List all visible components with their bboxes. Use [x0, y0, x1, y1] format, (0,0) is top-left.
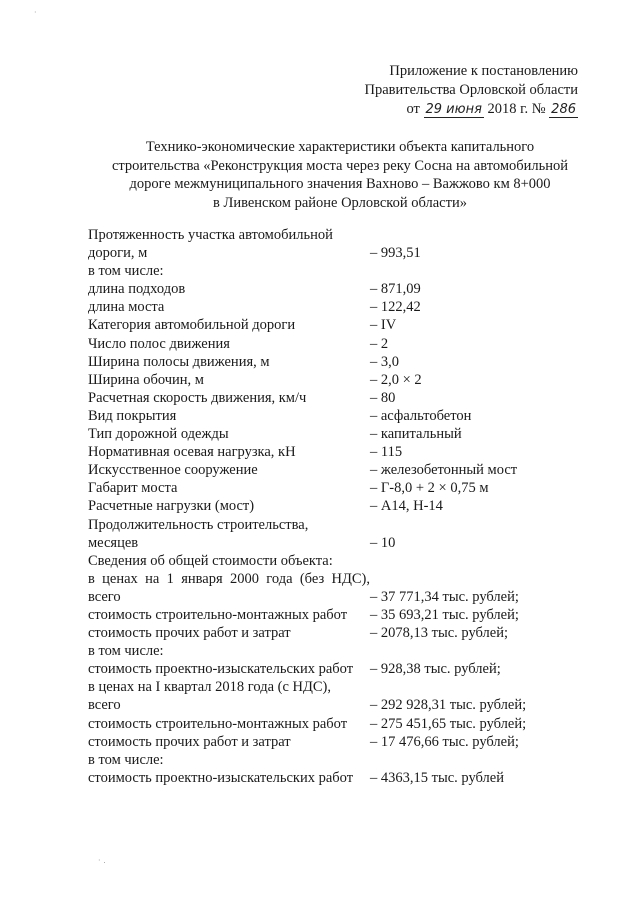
- characteristic-row: [88, 371, 568, 389]
- characteristic-label: месяцев: [88, 534, 139, 551]
- characteristic-label: стоимость строительно-монтажных работ: [88, 606, 348, 623]
- characteristic-label: стоимость проектно-изыскательских работ: [88, 661, 354, 678]
- characteristic-label: Искусственное сооружение: [88, 462, 258, 479]
- characteristic-row: [88, 407, 568, 425]
- characteristic-row: [88, 516, 568, 534]
- characteristic-value: – 2,0 × 2: [370, 371, 422, 388]
- characteristic-label: в том числе:: [88, 751, 164, 768]
- title-line: строительства «Реконструкция моста через реку Сосна на автомобильной: [111, 157, 569, 174]
- characteristic-value: – железобетонный мост: [370, 462, 518, 479]
- characteristic-row: [88, 443, 568, 461]
- appendix-date-line: [318, 100, 578, 119]
- characteristic-row: [88, 389, 568, 407]
- characteristic-label: стоимость прочих работ и затрат: [88, 733, 291, 750]
- characteristic-value: – Г-8,0 + 2 × 0,75 м: [370, 480, 489, 497]
- characteristic-label: Ширина обочин, м: [88, 371, 204, 388]
- characteristic-row: [88, 733, 568, 751]
- characteristic-value: – 17 476,66 тыс. рублей;: [370, 733, 519, 750]
- characteristic-row: [88, 262, 568, 280]
- characteristic-label: длина подходов: [88, 281, 186, 298]
- characteristic-value: – IV: [370, 317, 397, 334]
- title-line: в Ливенском районе Орловской области»: [213, 194, 467, 211]
- characteristic-value: – 275 451,65 тыс. рублей;: [370, 715, 527, 732]
- characteristic-value: – 2: [370, 335, 389, 352]
- characteristic-value: – 80: [370, 389, 396, 406]
- document-title: [90, 138, 590, 212]
- characteristic-row: [88, 552, 568, 570]
- characteristic-row: [88, 642, 568, 660]
- characteristic-row: [88, 479, 568, 497]
- characteristic-value: – 10: [370, 534, 396, 551]
- characteristic-label: в том числе:: [88, 263, 164, 280]
- characteristic-row: [88, 751, 568, 769]
- characteristic-value: – асфальтобетон: [370, 407, 472, 424]
- characteristic-label: всего: [88, 588, 121, 605]
- characteristic-label: Расчетные нагрузки (мост): [88, 498, 255, 515]
- characteristic-value: – 122,42: [370, 299, 421, 316]
- characteristic-value: – 2078,13 тыс. рублей;: [370, 625, 508, 642]
- characteristic-label: стоимость проектно-изыскательских работ: [88, 769, 354, 786]
- characteristic-label: Число полос движения: [88, 335, 230, 352]
- year-number-label: 2018 г. №: [487, 101, 546, 117]
- characteristic-label: Тип дорожной одежды: [88, 426, 229, 443]
- characteristic-label: дороги, м: [88, 245, 148, 262]
- characteristic-label: стоимость прочих работ и затрат: [88, 625, 291, 642]
- characteristic-label: в том числе:: [88, 643, 164, 660]
- characteristic-label: Ширина полосы движения, м: [88, 353, 270, 370]
- characteristic-row: [88, 715, 568, 733]
- characteristic-label: в ценах на 1 января 2000 года (без НДС),: [88, 570, 370, 587]
- characteristic-label: стоимость строительно-монтажных работ: [88, 715, 348, 732]
- characteristic-value: – 35 693,21 тыс. рублей;: [370, 606, 519, 623]
- characteristic-label: Категория автомобильной дороги: [88, 317, 296, 334]
- characteristic-value: – 292 928,31 тыс. рублей;: [370, 697, 527, 714]
- characteristic-row: [88, 226, 568, 244]
- characteristic-row: [88, 461, 568, 479]
- characteristic-value: – капитальный: [370, 426, 462, 443]
- characteristic-label: в ценах на I квартал 2018 года (с НДС),: [88, 679, 332, 696]
- scan-speck: · .: [98, 856, 106, 865]
- characteristic-row: [88, 280, 568, 298]
- characteristic-row: [88, 769, 568, 787]
- characteristic-row: [88, 335, 568, 353]
- characteristic-row: [88, 425, 568, 443]
- appendix-header: [318, 62, 578, 119]
- date-prefix: от: [406, 101, 420, 117]
- characteristic-row: [88, 497, 568, 515]
- characteristic-label: Продолжительность строительства,: [88, 516, 309, 533]
- characteristic-value: – 871,09: [370, 281, 421, 298]
- handwritten-date: 29 июня: [425, 102, 482, 117]
- characteristic-row: [88, 660, 568, 678]
- characteristic-label: длина моста: [88, 299, 165, 316]
- characteristic-label: Протяженность участка автомобильной: [88, 227, 333, 243]
- scan-speck: ·: [34, 8, 37, 17]
- characteristic-value: – 993,51: [370, 245, 421, 262]
- characteristic-row: [88, 353, 568, 371]
- characteristic-row: [88, 534, 568, 552]
- characteristic-label: Нормативная осевая нагрузка, кН: [88, 444, 296, 461]
- characteristic-row: [88, 316, 568, 334]
- appendix-line-2: Правительства Орловской области: [364, 82, 578, 98]
- characteristic-label: Сведения об общей стоимости объекта:: [88, 552, 333, 569]
- characteristic-value: – 115: [370, 444, 403, 461]
- characteristic-value: – А14, Н-14: [370, 498, 443, 515]
- characteristic-row: [88, 588, 568, 606]
- characteristic-value: – 3,0: [370, 353, 399, 370]
- characteristics-list: [88, 226, 568, 787]
- characteristic-value: – 37 771,34 тыс. рублей;: [370, 588, 519, 605]
- appendix-line-1: Приложение к постановлению: [389, 63, 578, 79]
- characteristic-row: [88, 624, 568, 642]
- characteristic-value: – 928,38 тыс. рублей;: [370, 661, 501, 678]
- characteristic-row: [88, 696, 568, 714]
- handwritten-number: 286: [551, 102, 576, 117]
- characteristic-label: Габарит моста: [88, 480, 178, 497]
- characteristic-value: – 4363,15 тыс. рублей: [370, 769, 504, 786]
- title-line: Технико-экономические характеристики объекта капитального: [145, 139, 535, 155]
- characteristic-row: [88, 606, 568, 624]
- characteristic-label: всего: [88, 697, 121, 714]
- characteristic-row: [88, 678, 568, 696]
- characteristic-label: Расчетная скорость движения, км/ч: [88, 389, 307, 406]
- characteristic-label: Вид покрытия: [88, 407, 177, 424]
- characteristic-row: [88, 298, 568, 316]
- characteristic-row: [88, 244, 568, 262]
- characteristic-row: [88, 570, 568, 588]
- title-line: дороге межмуниципального значения Вахново – Важжово км 8+000: [129, 176, 551, 192]
